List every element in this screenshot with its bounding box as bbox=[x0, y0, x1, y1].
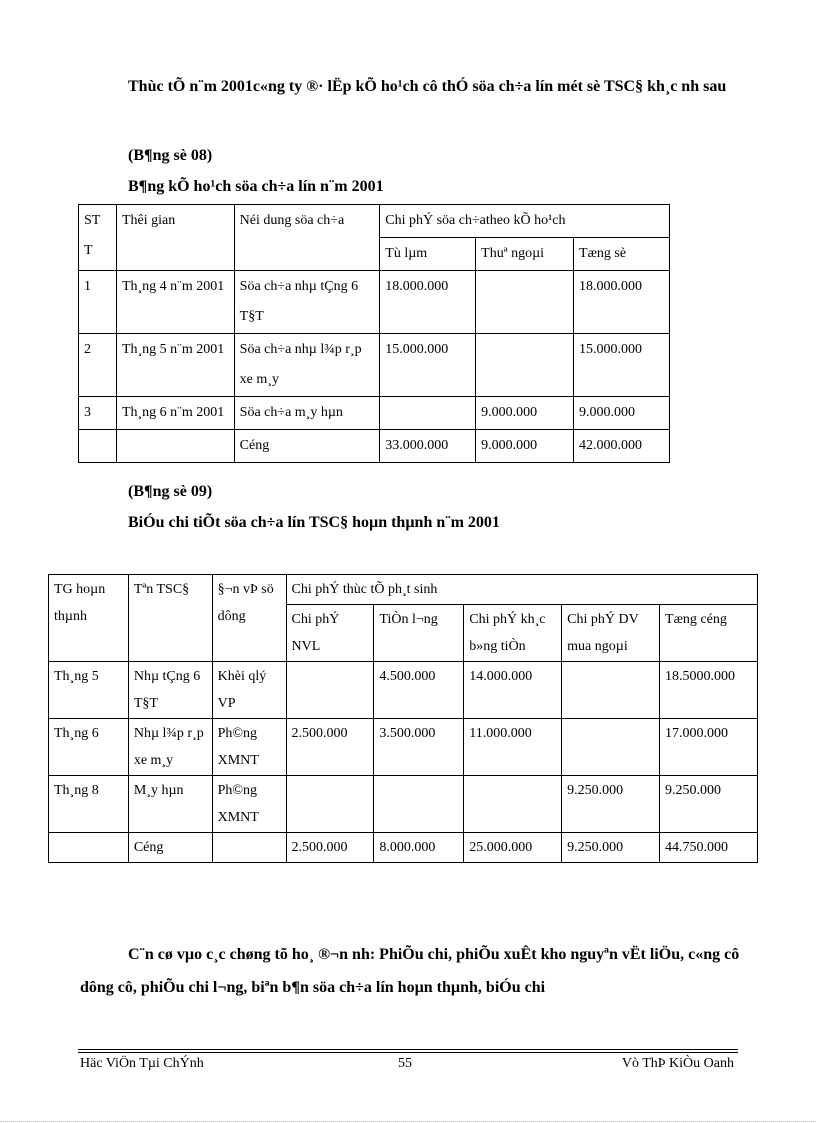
cell-nvl bbox=[286, 662, 374, 719]
header-dv: Chi phÝ DV mua ngoµi bbox=[562, 605, 660, 662]
cell-empty bbox=[49, 833, 129, 863]
cell-self: 18.000.000 bbox=[380, 271, 476, 334]
cell-outsource bbox=[476, 334, 574, 397]
cell-total: 9.250.000 bbox=[660, 776, 758, 833]
cell-content: Söa ch÷a m¸y hµn bbox=[234, 397, 380, 430]
header-name: Tªn TSC§ bbox=[128, 575, 212, 662]
header-outsource: Thuª ngoµi bbox=[476, 238, 574, 271]
footer-rule-bottom bbox=[78, 1052, 738, 1053]
cell-name: M¸y hµn bbox=[128, 776, 212, 833]
cell-total: 9.000.000 bbox=[574, 397, 670, 430]
header-total: Tæng sè bbox=[574, 238, 670, 271]
table-sum-row bbox=[49, 833, 758, 863]
cell-dv bbox=[562, 719, 660, 776]
table1-title: B¶ng kÕ ho¹ch söa ch÷a lín n¨m 2001 bbox=[128, 178, 384, 195]
cell-total: 17.000.000 bbox=[660, 719, 758, 776]
table-row bbox=[49, 776, 758, 833]
footer-author: Vò ThÞ KiÒu Oanh bbox=[621, 1056, 734, 1071]
page-edge-divider bbox=[0, 1121, 816, 1122]
cell-outsource: 9.000.000 bbox=[476, 397, 574, 430]
header-cost-group: Chi phÝ söa ch÷atheo kÕ ho¹ch bbox=[380, 205, 670, 238]
sum-other: 25.000.000 bbox=[464, 833, 562, 863]
cell-wage bbox=[374, 776, 464, 833]
sum-total: 44.750.000 bbox=[660, 833, 758, 863]
sum-outsource: 9.000.000 bbox=[476, 430, 574, 463]
cell-self: 15.000.000 bbox=[380, 334, 476, 397]
cell-nvl: 2.500.000 bbox=[286, 719, 374, 776]
cell-content: Söa ch÷a nhµ l¾p r¸p xe m¸y bbox=[234, 334, 380, 397]
cell-total: 15.000.000 bbox=[574, 334, 670, 397]
header-unit: §¬n vÞ sö dông bbox=[212, 575, 286, 662]
table-row bbox=[79, 397, 670, 430]
cell-dv: 9.250.000 bbox=[562, 776, 660, 833]
header-time: TG hoµn thµnh bbox=[49, 575, 129, 662]
cell-wage: 3.500.000 bbox=[374, 719, 464, 776]
header-stt: ST T bbox=[79, 205, 117, 271]
cell-unit: Ph©ng XMNT bbox=[212, 719, 286, 776]
header-other: Chi phÝ kh¸c b»ng tiÒn bbox=[464, 605, 562, 662]
repair-detail-table bbox=[48, 574, 758, 863]
sum-label: Céng bbox=[234, 430, 380, 463]
cell-total: 18.5000.000 bbox=[660, 662, 758, 719]
header-total: Tæng céng bbox=[660, 605, 758, 662]
header-wage: TiÒn l¬ng bbox=[374, 605, 464, 662]
repair-plan-table bbox=[78, 204, 670, 463]
header-cost-group: Chi phÝ thùc tÕ ph¸t sinh bbox=[286, 575, 757, 605]
cell-content: Söa ch÷a nhµ tÇng 6 T§T bbox=[234, 271, 380, 334]
header-nvl: Chi phÝ NVL bbox=[286, 605, 374, 662]
cell-time: Th¸ng 5 bbox=[49, 662, 129, 719]
cell-empty bbox=[116, 430, 234, 463]
table-row bbox=[49, 719, 758, 776]
table-sum-row bbox=[79, 430, 670, 463]
cell-stt: 2 bbox=[79, 334, 117, 397]
cell-name: Nhµ tÇng 6 T§T bbox=[128, 662, 212, 719]
sum-wage: 8.000.000 bbox=[374, 833, 464, 863]
table-header-row bbox=[49, 575, 758, 605]
closing-paragraph: C¨n cø vµo c¸c chøng tõ ho¸ ®¬n nh: PhiÕu chi, phiÕu xuÊt kho nguyªn vËt liÖu, c«ng cô dông cô, phiÕu chi l¬ng, biªn b¶n söa ch÷a lín hoµn thµnh, biÓu chi bbox=[80, 946, 740, 996]
table-row bbox=[79, 334, 670, 397]
cell-other bbox=[464, 776, 562, 833]
cell-time: Th¸ng 4 n¨m 2001 bbox=[116, 271, 234, 334]
cell-nvl bbox=[286, 776, 374, 833]
cell-time: Th¸ng 6 n¨m 2001 bbox=[116, 397, 234, 430]
cell-dv bbox=[562, 662, 660, 719]
cell-time: Th¸ng 5 n¨m 2001 bbox=[116, 334, 234, 397]
cell-stt: 1 bbox=[79, 271, 117, 334]
cell-stt: 3 bbox=[79, 397, 117, 430]
intro-paragraph: Thùc tÕ n¨m 2001c«ng ty ®· lËp kÕ ho¹ch cô thÓ söa ch÷a lín mét sè TSC§ kh¸c nh sau bbox=[128, 78, 727, 95]
page-number: 55 bbox=[398, 1056, 412, 1071]
table2-ref: (B¶ng sè 09) bbox=[128, 483, 213, 500]
sum-self: 33.000.000 bbox=[380, 430, 476, 463]
cell-time: Th¸ng 6 bbox=[49, 719, 129, 776]
sum-total: 42.000.000 bbox=[574, 430, 670, 463]
cell-wage: 4.500.000 bbox=[374, 662, 464, 719]
cell-empty bbox=[212, 833, 286, 863]
cell-other: 11.000.000 bbox=[464, 719, 562, 776]
table2-title: BiÓu chi tiÕt söa ch÷a lín TSC§ hoµn thµnh n¨m 2001 bbox=[128, 514, 500, 531]
footer-institution: Häc ViÖn Tµi ChÝnh bbox=[80, 1056, 204, 1071]
table1-ref: (B¶ng sè 08) bbox=[128, 147, 213, 164]
header-self: Tù lµm bbox=[380, 238, 476, 271]
cell-time: Th¸ng 8 bbox=[49, 776, 129, 833]
cell-total: 18.000.000 bbox=[574, 271, 670, 334]
cell-empty bbox=[79, 430, 117, 463]
table-row bbox=[49, 662, 758, 719]
footer-rule-top bbox=[78, 1049, 738, 1050]
table-row bbox=[79, 271, 670, 334]
sum-dv: 9.250.000 bbox=[562, 833, 660, 863]
cell-other: 14.000.000 bbox=[464, 662, 562, 719]
header-content: Néi dung söa ch÷a bbox=[234, 205, 380, 271]
cell-unit: Ph©ng XMNT bbox=[212, 776, 286, 833]
cell-unit: Khèi qlý VP bbox=[212, 662, 286, 719]
cell-outsource bbox=[476, 271, 574, 334]
sum-nvl: 2.500.000 bbox=[286, 833, 374, 863]
header-time: Thêi gian bbox=[116, 205, 234, 271]
table-header-row bbox=[79, 205, 670, 238]
cell-self bbox=[380, 397, 476, 430]
sum-label: Céng bbox=[128, 833, 212, 863]
cell-name: Nhµ l¾p r¸p xe m¸y bbox=[128, 719, 212, 776]
